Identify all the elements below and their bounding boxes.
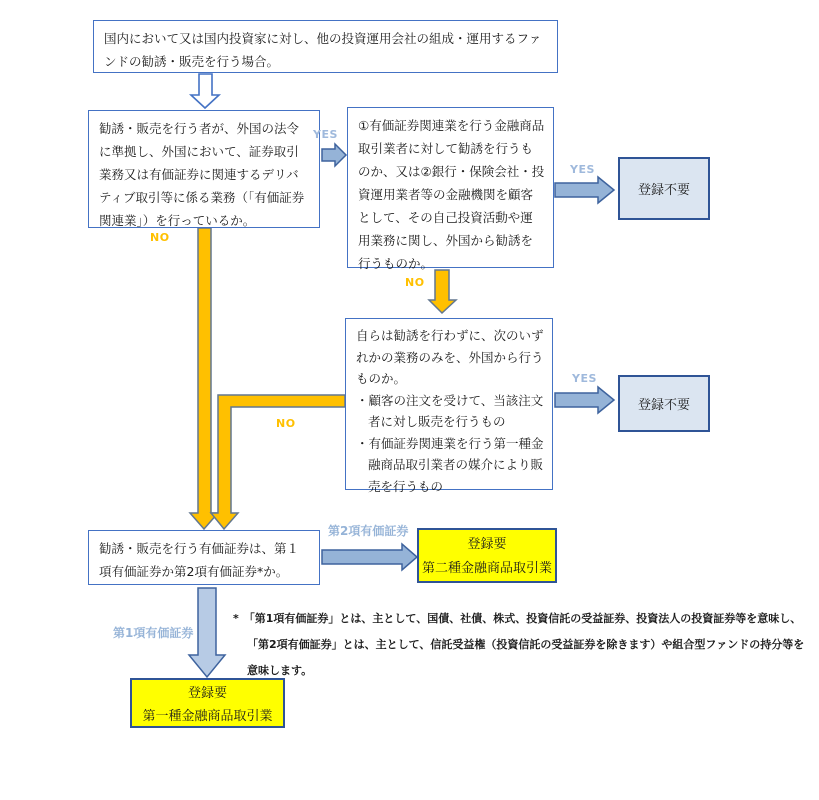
- q3-bullet-2: ・有価証券関連業を行う第一種金融商品取引業者の媒介により販売を行うもの: [356, 435, 544, 494]
- start-box-text: 国内において又は国内投資家に対し、他の投資運用会社の組成・運用するファンドの勧誘・販売を行う場合。: [104, 31, 542, 69]
- yes-arrow-q2-to-no-registration-1: [555, 177, 614, 203]
- no-arrow-q2-to-q3: [429, 270, 456, 313]
- result-box-no-registration-2: [618, 375, 710, 432]
- footnote: [233, 606, 809, 684]
- footnote-asterisk: *: [233, 612, 239, 625]
- no-registration-2-text: 登録不要: [637, 398, 690, 413]
- result-box-no-registration-1: [618, 157, 710, 220]
- type2-line2: 第二種金融商品取引業: [421, 561, 552, 576]
- no-registration-1-text: 登録不要: [637, 183, 690, 198]
- q3-intro: 自らは勧誘を行わずに、次のいずれかの業務のみを、外国から行うものか。: [356, 328, 544, 386]
- question-box-securities-type: [88, 530, 320, 585]
- footnote-text: 「第1項有価証券」とは、主として、国債、社債、株式、投資信託の受益証券、投資法人の投資証券等を意味し、「第2項有価証券」とは、主として、信託受益権（投資信託の受益証券を除きます）や組合型ファンドの持分等を意味します。: [243, 612, 805, 677]
- securities-item1-label: 第1項有価証券: [113, 626, 194, 640]
- yes-label-3: YES: [572, 372, 597, 385]
- arrow-q4-to-type2-registration: [322, 544, 417, 570]
- result-box-type1-registration: [130, 678, 285, 728]
- start-box: [93, 20, 558, 73]
- no-elbow-arrow-q3-to-q4: [211, 395, 345, 529]
- type2-line1: 登録要: [467, 537, 507, 552]
- no-label-1: NO: [150, 231, 170, 244]
- question-box-foreign-securities-business: [88, 110, 320, 228]
- yes-arrow-q1-to-q2: [322, 144, 346, 166]
- q3-bullet-1: ・顧客の注文を受けて、当該注文者に対し販売を行うもの: [356, 392, 544, 429]
- arrow-q4-to-type1-registration: [189, 588, 225, 677]
- type1-line2: 第一種金融商品取引業: [142, 709, 273, 724]
- yes-label-2: YES: [570, 163, 595, 176]
- question-box-solicitation-targets: [347, 107, 554, 271]
- down-arrow-start-to-q1: [191, 74, 219, 108]
- type1-line1: 登録要: [187, 686, 227, 701]
- q2-text: ①有価証券関連業を行う金融商品取引業者に対して勧誘を行うものか、又は②銀行・保険会社・投資運用業者等の金融機関を顧客として、その自己投資活動や運用業務に関し、外国から勧誘を行うものか。: [358, 118, 545, 271]
- yes-label-1: YES: [313, 128, 338, 141]
- q1-text: 勧誘・販売を行う者が、外国の法令に準拠し、外国において、証券取引業務又は有価証券に関連するデリバティブ取引等に係る業務（「有価証券関連業」）を行っているか。: [99, 121, 305, 228]
- no-label-3: NO: [276, 417, 296, 430]
- q4-text: 勧誘・販売を行う有価証券は、第１項有価証券か第2項有価証券*か。: [99, 541, 300, 579]
- no-label-2: NO: [405, 276, 425, 289]
- securities-item2-label: 第2項有価証券: [328, 524, 409, 538]
- result-box-type2-registration: [417, 528, 557, 583]
- yes-arrow-q3-to-no-registration-2: [555, 387, 614, 413]
- question-box-no-solicitation-activities: [345, 318, 553, 494]
- no-arrow-q1-to-q4: [190, 228, 218, 529]
